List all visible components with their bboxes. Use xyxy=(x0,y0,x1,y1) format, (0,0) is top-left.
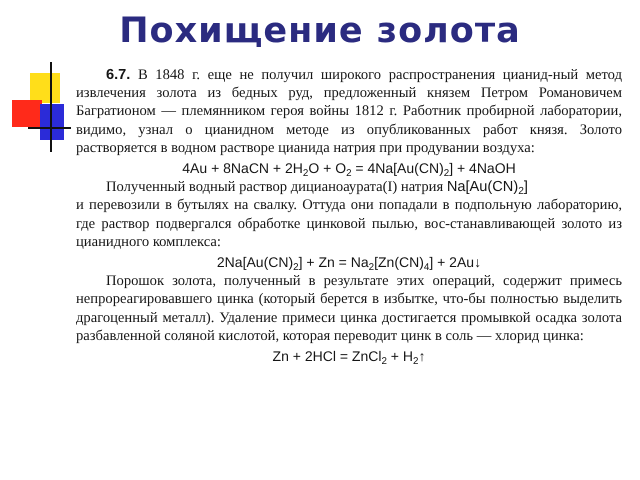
paragraph-1 xyxy=(76,66,622,157)
problem-number: 6.7. xyxy=(106,67,131,83)
equation-2: $2Na[Au(CN)_2] + Zn = Na_2[Zn(CN)_4]$ + 2Au↓ xyxy=(216,254,482,274)
deco-yellow-square xyxy=(30,73,60,103)
equation-3: Zn + 2HCl = ZnCl$_2$ + $H_2↑$ xyxy=(272,348,426,368)
paragraph-2 xyxy=(76,178,622,196)
equation-1: 4Au + 8NaCN + $2H_2O + O_2 = 4Na[Au(CN)_2]$ + 4NaOH xyxy=(182,160,516,180)
paragraph-2-text: Полученный водный раствор дицианоаурата(I) натрия xyxy=(106,179,447,196)
deco-red-square xyxy=(12,100,42,127)
paragraph-1-text: В 1848 г. еще не получил широкого распространения цианид-ный метод извлечения золота из бедных руд, предложенный князем Петром Романовичем Багратионом — племянником героя войны 1812 г. Работник пробирной лаборатории, видимо, узнал о цианидном методе из опубликованных работ князя. Золото растворяется в водном растворе цианида натрия при продувании воздуха: xyxy=(76,67,622,156)
problem-text xyxy=(76,66,622,366)
paragraph-2-continued: и перевозили в бутылях на свалку. Оттуда они попадали в подпольную лабораторию, где раствор подвергался обработке цинковой пылью, вос-станавливающей золото из цианидного комплекса: xyxy=(76,197,622,250)
inline-formula: $Na[Au(CN)_2]$ xyxy=(446,179,528,198)
slide-title: Похищение золота xyxy=(119,11,521,51)
paragraph-3: Порошок золота, полученный в результате этих операций, содержит примесь непрореагировавшего цинка (который берется в избытке, что-бы полностью выделить драгоценный металл). Удаление примеси цинка достигается промывкой осадка золота разбавленной соляной кислотой, которая переводит цинк в соль — хлорид цинка: xyxy=(76,273,622,344)
